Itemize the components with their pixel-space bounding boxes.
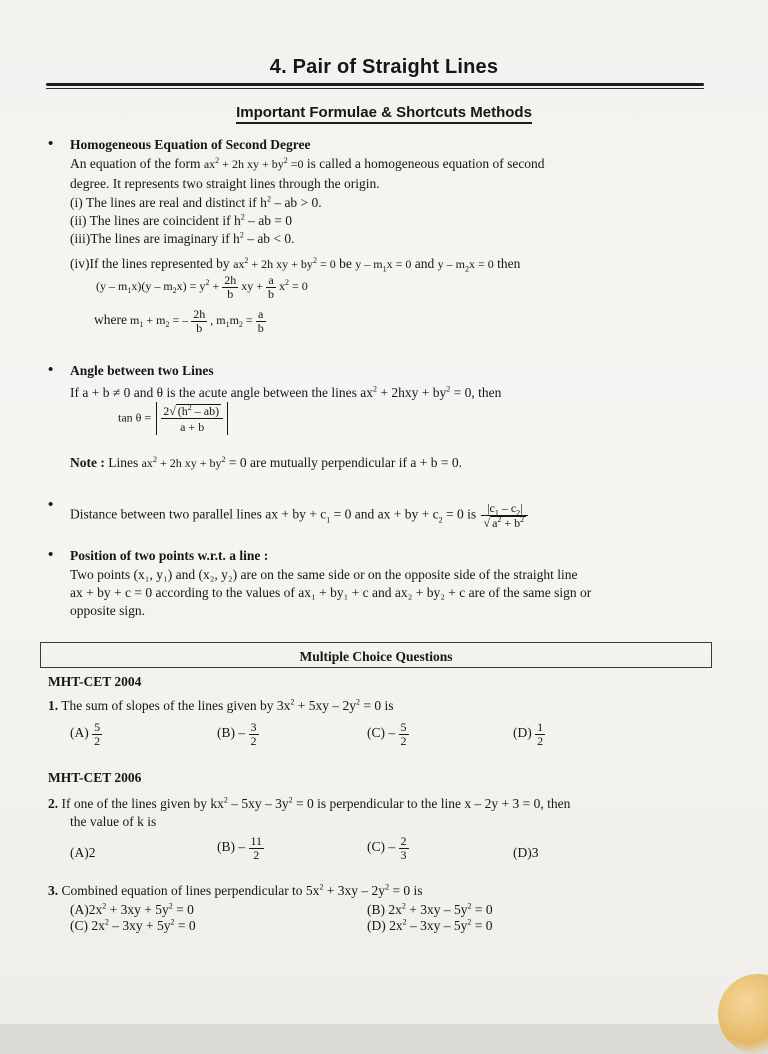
question-3: 3. Combined equation of lines perpendicular to $5x^2 + 3xy - 2y^2 = 0$ is <box>48 882 423 898</box>
homogeneous-heading: Homogeneous Equation of Second Degree <box>70 137 311 152</box>
q2-option-b[interactable]: (B) – $\frac{11}{2}$ <box>217 834 263 862</box>
exam-label-2004: MHT-CET 2004 <box>48 674 142 689</box>
homogeneous-line1: An equation of the form $ax^2 + 2h$ xy + $by^2 =0$ is called a homogeneous equation of second <box>70 156 545 171</box>
case-real-distinct: (i) The lines are real and distinct if $h^2$ – ab > 0. <box>70 194 322 210</box>
section-title: Important Formulae & Shortcuts Methods <box>0 104 768 121</box>
position-line3: opposite sign. <box>70 603 146 618</box>
q1-option-d[interactable]: (D) $\frac{1}{2}$ <box>513 720 544 748</box>
q3-option-a[interactable]: $(A)2x^2 + 3xy + 5y^2 = 0$ <box>70 901 194 917</box>
q1-option-b[interactable]: (B) – $\frac{3}{2}$ <box>217 720 257 748</box>
angle-note: Note : Lines $ax^2 + 2h$ xy + $by^2 = 0$ are mutually perpendicular if a + b = 0. <box>70 455 462 470</box>
q2-option-a[interactable]: (A)2 <box>70 845 96 860</box>
angle-line1: If a + b ≠ 0 and θ is the acute angle between the lines $ax^2 + 2hxy + by^2 = 0$, then <box>70 384 502 400</box>
question-2-cont: the value of k is <box>70 814 157 829</box>
q2-option-d[interactable]: (D)3 <box>513 845 539 860</box>
title-rule-thin <box>46 88 704 89</box>
q1-option-c[interactable]: (C) – $\frac{5}{2}$ <box>367 720 407 748</box>
q1-option-a[interactable]: (A) $\frac{5}{2}$ <box>70 720 101 748</box>
question-1: 1. The sum of slopes of the lines given by $3x^2 + 5xy - 2y^2 = 0$ is <box>48 697 394 713</box>
page-corner-shadow <box>718 974 768 1054</box>
q2-option-c[interactable]: (C) – $\frac{2}{3}$ <box>367 834 407 862</box>
q3-option-d[interactable]: (D) $2x^2 - 3xy - 5y^2 = 0$ <box>367 917 493 933</box>
position-line2: ax + by + c = 0 according to the values of ax₁ + by₁ + c and ax₂ + by₂ + c are of the same sign or <box>70 585 592 600</box>
title-rule-thick <box>46 83 704 86</box>
distance-text: Distance between two parallel lines ax + by + $c_1 = 0$ and ax + by + $c_2 = 0$ is $\frac{|c_1 - c_2|}{√ a^2 + b^2}$ <box>70 502 528 529</box>
case-coincident: (ii) The lines are coincident if $h^2$ – ab = 0 <box>70 212 293 228</box>
bullet-angle: • <box>48 362 54 378</box>
angle-heading: Angle between two Lines <box>70 363 214 378</box>
q3-option-c[interactable]: (C) $2x^2 - 3xy + 5y^2 = 0$ <box>70 917 196 933</box>
slope-relations: where $m_1 + m_2$ = – $\frac{2h}{b}$ , $m_1m_2$ = $\frac{a}{b}$ <box>94 307 264 335</box>
question-2: 2. If one of the lines given by $kx^2 - 5xy - 3y^2 = 0$ is perpendicular to the line x – 2y + 3 = 0, then <box>48 795 571 811</box>
mcq-title: Multiple Choice Questions <box>299 649 453 664</box>
case-lines-represented: (iv)If the lines represented by $ax^2 + 2h$ xy + $by^2 = 0$ be $y - m_1x = 0$ and $y - m_2x = 0$ then <box>70 256 521 274</box>
q3-option-b[interactable]: (B) $2x^2 + 3xy - 5y^2 = 0$ <box>367 901 493 917</box>
chapter-title: 4. Pair of Straight Lines <box>269 56 499 78</box>
exam-label-2006: MHT-CET 2006 <box>48 770 142 785</box>
factor-equation: $(y - m_1x)(y - m_2x) = y^2$ + $\frac{2h}{b}$ xy + $\frac{a}{b}$ $x^2 = 0$ <box>96 273 308 301</box>
bullet-distance: • <box>48 497 54 513</box>
tan-theta-formula: tan θ = $\frac{2√ (h^2 - ab)}{a + b}$ <box>118 402 228 435</box>
bullet-homogeneous: • <box>48 136 54 152</box>
position-line1: Two points (x₁, y₁) and (x₂, y₂) are on the same side or on the opposite side of the straight line <box>70 567 578 582</box>
position-heading: Position of two points w.r.t. a line : <box>70 548 269 563</box>
bullet-position: • <box>48 547 54 563</box>
case-imaginary: (iii)The lines are imaginary if $h^2$ – ab < 0. <box>70 230 295 246</box>
homogeneous-line2: degree. It represents two straight lines through the origin. <box>70 176 380 191</box>
